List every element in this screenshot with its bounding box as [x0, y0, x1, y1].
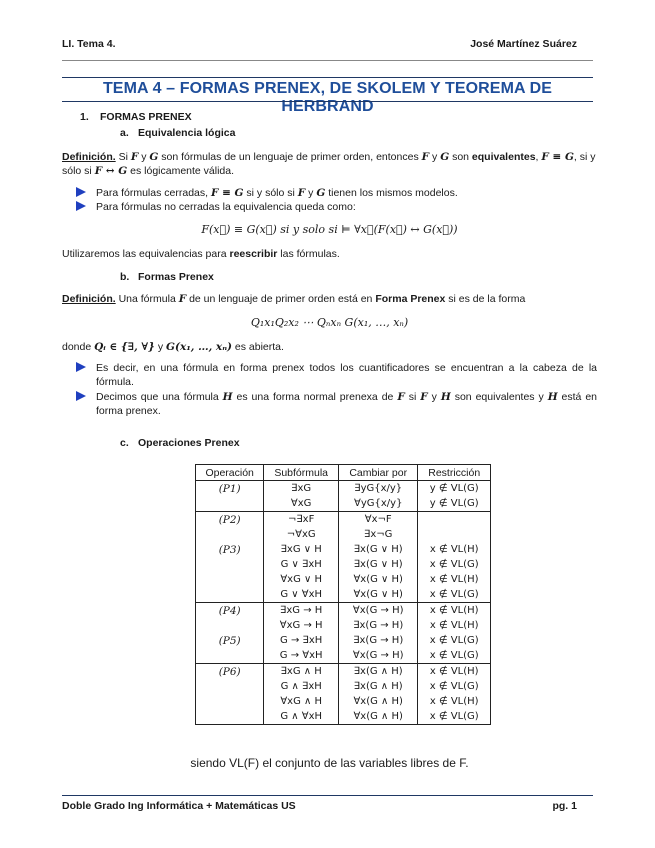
subsection-heading-c [120, 436, 597, 450]
table-cell-cam: ∃x(G → H) [338, 633, 417, 648]
text: Decimos que una fórmula [96, 391, 223, 403]
text: , [535, 151, 542, 163]
table-cell-res: x ∉ VL(H) [418, 542, 491, 557]
subsection-label: Formas Prenex [138, 271, 214, 283]
page-header [62, 38, 577, 54]
math: G [440, 151, 450, 163]
table-cell-sub: G ∨ ∀xH [264, 587, 339, 603]
bold-text: reescribir [229, 248, 278, 260]
table-row [196, 527, 491, 542]
table-cell-sub: ∃xG [264, 481, 339, 497]
table-cell-cam: ∃x(G ∨ H) [338, 542, 417, 557]
subsection-number: a. [120, 127, 129, 139]
table-cell-op [196, 709, 264, 725]
table-cell-sub: G ∨ ∃xH [264, 557, 339, 572]
paragraph-donde [62, 340, 597, 354]
table-cell-op: (P2) [196, 512, 264, 528]
text: donde [62, 341, 95, 353]
text: son fórmulas de un lenguaje de primer orden, entonces [158, 151, 422, 163]
column-header: Subfórmula [264, 465, 339, 481]
math: G [149, 151, 159, 163]
table-cell-op [196, 557, 264, 572]
table-cell-op [196, 618, 264, 633]
table-cell-sub: G → ∃xH [264, 633, 339, 648]
table-row [196, 496, 491, 512]
text: y [429, 151, 441, 163]
text: son equivalentes y [450, 391, 548, 403]
table-container [62, 464, 597, 770]
list-item [62, 390, 597, 418]
table-row [196, 481, 491, 497]
table-row [196, 664, 491, 680]
table-cell-sub: G ∧ ∃xH [264, 679, 339, 694]
text: Una fórmula [115, 293, 179, 305]
table-cell-sub: ∀xG ∧ H [264, 694, 339, 709]
prenex-operations-table [195, 464, 491, 725]
table-cell-cam: ∃x¬G [338, 527, 417, 542]
arrow-bullet-icon [76, 362, 86, 372]
text: es una forma normal prenexa de [232, 391, 398, 403]
text: y [154, 341, 167, 353]
table-cell-cam: ∃x(G ∧ H) [338, 679, 417, 694]
table-cell-op: (P1) [196, 481, 264, 497]
table-row [196, 694, 491, 709]
table-cell-sub: ∃xG → H [264, 603, 339, 619]
table-cell-cam: ∃x(G ∧ H) [338, 664, 417, 680]
table-row [196, 618, 491, 633]
section-heading [80, 110, 597, 124]
table-cell-res: x ∉ VL(G) [418, 633, 491, 648]
text: son [449, 151, 472, 163]
table-row [196, 679, 491, 694]
table-cell-op [196, 496, 264, 512]
table-row [196, 633, 491, 648]
table-cell-res: x ∉ VL(H) [418, 664, 491, 680]
table-cell-cam: ∀x(G ∧ H) [338, 709, 417, 725]
table-cell-op: (P5) [196, 633, 264, 648]
table-cell-op [196, 648, 264, 664]
table-cell-sub: ¬∃xF [264, 512, 339, 528]
table-cell-res: y ∉ VL(G) [418, 496, 491, 512]
bold-text: equivalentes [471, 151, 536, 163]
subsection-number: c. [120, 437, 129, 449]
table-caption: siendo VL(F) el conjunto de las variables libres de F. [190, 756, 469, 770]
math: F [397, 391, 405, 403]
table-body [196, 481, 491, 725]
paragraph-rewrite [62, 247, 597, 261]
math: F ↔ G [94, 165, 128, 177]
table-cell-op: (P3) [196, 542, 264, 557]
table-row [196, 648, 491, 664]
header-left: LI. Tema 4. [62, 38, 116, 50]
text: Para fórmulas cerradas, [96, 187, 211, 199]
math: H [222, 391, 233, 403]
math: F [297, 187, 306, 199]
section-label: FORMAS PRENEX [100, 111, 192, 123]
table-cell-sub: G ∧ ∀xH [264, 709, 339, 725]
table-cell-cam: ∃x(G → H) [338, 618, 417, 633]
bullet-list-b [62, 361, 597, 418]
title-rule-bottom [62, 101, 593, 102]
subsection-label: Equivalencia lógica [138, 127, 236, 139]
math: H [440, 391, 451, 403]
math: F ≡ G [541, 151, 574, 163]
math: G [316, 187, 326, 199]
math: H [547, 391, 558, 403]
text: y [427, 391, 441, 403]
subsection-number: b. [120, 271, 130, 283]
table-cell-cam: ∀yG{x/y} [338, 496, 417, 512]
table-cell-cam: ∀x¬F [338, 512, 417, 528]
table-cell-op: (P4) [196, 603, 264, 619]
arrow-bullet-icon [76, 187, 86, 197]
math: F [130, 151, 139, 163]
table-cell-res [418, 527, 491, 542]
table-cell-cam: ∀x(G ∨ H) [338, 587, 417, 603]
text: está en forma prenex. [96, 391, 598, 417]
footer-rule [62, 795, 593, 796]
main-content [62, 108, 598, 770]
definition-prenex [62, 292, 597, 306]
table-cell-res: x ∉ VL(H) [418, 603, 491, 619]
table-cell-sub: ∀xG → H [264, 618, 339, 633]
table-cell-op: (P6) [196, 664, 264, 680]
table-row [196, 512, 491, 528]
math: G(x₁, …, xₙ) [166, 341, 232, 353]
math: F [178, 293, 187, 305]
table-header-row [196, 465, 491, 481]
title-rule-top [62, 77, 593, 78]
table-cell-sub: G → ∀xH [264, 648, 339, 664]
table-cell-res: x ∉ VL(G) [418, 587, 491, 603]
table-cell-sub: ∀xG [264, 496, 339, 512]
definition-label: Definición. [62, 151, 116, 163]
page-number: pg. 1 [552, 800, 577, 812]
definition-equivalence [62, 150, 597, 178]
text: Si [115, 151, 131, 163]
header-rule [62, 60, 593, 61]
footer-left: Doble Grado Ing Informática + Matemáticas US [62, 800, 296, 812]
text: las fórmulas. [277, 248, 340, 260]
column-header: Cambiar por [338, 465, 417, 481]
math: F ≡ G [210, 187, 244, 199]
table-cell-res: x ∉ VL(H) [418, 572, 491, 587]
page-title: TEMA 4 – FORMAS PRENEX, DE SKOLEM Y TEOREMA DE HERBRAND [102, 80, 553, 115]
text: , si y sólo si [62, 151, 596, 177]
subsection-label: Operaciones Prenex [138, 437, 240, 449]
table-row [196, 572, 491, 587]
text: es lógicamente válida. [127, 165, 235, 177]
table-cell-op [196, 527, 264, 542]
table-cell-sub: ∀xG ∨ H [264, 572, 339, 587]
table-cell-res: x ∉ VL(G) [418, 679, 491, 694]
table-cell-op [196, 587, 264, 603]
bullet-list-a [62, 186, 597, 214]
table-cell-op [196, 679, 264, 694]
table-row [196, 557, 491, 572]
definition-label: Definición. [62, 293, 116, 305]
equivalence-formula: F(x⃗) ≡ G(x⃗) si y solo si ⊨ ∀x⃗(F(x⃗) ↔ G(x⃗)) [201, 223, 458, 236]
section-number: 1. [80, 111, 89, 123]
math: F [421, 151, 430, 163]
table-cell-cam: ∀x(G ∧ H) [338, 694, 417, 709]
table-cell-res [418, 512, 491, 528]
table-cell-op [196, 572, 264, 587]
table-cell-cam: ∀x(G → H) [338, 648, 417, 664]
table-row [196, 587, 491, 603]
list-item [62, 186, 597, 200]
text: si es de la forma [445, 293, 526, 305]
arrow-bullet-icon [76, 391, 86, 401]
table-cell-sub: ¬∀xG [264, 527, 339, 542]
arrow-bullet-icon [76, 201, 86, 211]
table-row [196, 542, 491, 557]
text: y [138, 151, 150, 163]
text: Para fórmulas no cerradas la equivalencia queda como: [96, 201, 356, 213]
table-cell-op [196, 694, 264, 709]
text: tienen los mismos modelos. [325, 187, 458, 199]
table-cell-res: x ∉ VL(G) [418, 709, 491, 725]
table-cell-cam: ∀x(G → H) [338, 603, 417, 619]
table-cell-cam: ∃x(G ∨ H) [338, 557, 417, 572]
header-author: José Martínez Suárez [470, 38, 577, 50]
table-cell-sub: ∃xG ∨ H [264, 542, 339, 557]
table-row [196, 709, 491, 725]
table-cell-res: x ∉ VL(H) [418, 694, 491, 709]
text: de un lenguaje de primer orden está en [186, 293, 376, 305]
column-header: Restricción [418, 465, 491, 481]
bold-text: Forma Prenex [375, 293, 446, 305]
text: y [305, 187, 317, 199]
text: es abierta. [231, 341, 284, 353]
subsection-heading-b [120, 270, 597, 284]
math: F [420, 391, 428, 403]
text: Utilizaremos las equivalencias para [62, 248, 230, 260]
column-header: Operación [196, 465, 264, 481]
text: si [404, 391, 421, 403]
table-cell-cam: ∀x(G ∨ H) [338, 572, 417, 587]
table-cell-res: x ∉ VL(G) [418, 557, 491, 572]
list-item [62, 361, 597, 389]
text: Es decir, en una fórmula en forma prenex todos los cuantificadores se encuentran a la cabeza de la fórmula. [96, 362, 597, 388]
table-cell-sub: ∃xG ∧ H [264, 664, 339, 680]
table-row [196, 603, 491, 619]
table-cell-res: y ∉ VL(G) [418, 481, 491, 497]
subsection-heading-a [120, 126, 597, 140]
table-cell-res: x ∉ VL(H) [418, 618, 491, 633]
table-cell-cam: ∃yG{x/y} [338, 481, 417, 497]
list-item [62, 200, 597, 214]
prenex-formula: Q₁x₁Q₂x₂ ⋯ Qₙxₙ G(x₁, …, xₙ) [250, 316, 409, 329]
text: si y sólo si [243, 187, 298, 199]
table-cell-res: x ∉ VL(G) [418, 648, 491, 664]
math: Qᵢ ∈ {∃, ∀} [94, 341, 155, 353]
